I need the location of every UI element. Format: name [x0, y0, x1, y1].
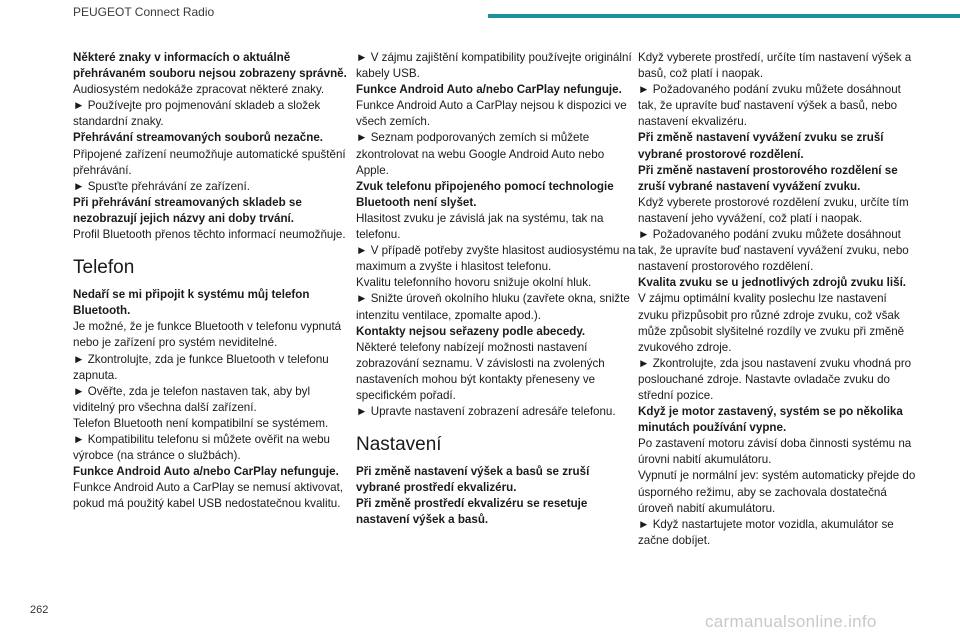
- question-heading: Kvalita zvuku se u jednotlivých zdrojů zvuku liší.: [638, 276, 907, 290]
- paragraph: Připojené zařízení neumožňuje automatické spuštění přehrávání.: [73, 147, 346, 177]
- paragraph: ► Když nastartujete motor vozidla, akumulátor se začne dobíjet.: [638, 517, 894, 547]
- paragraph: Některé telefony nabízejí možnosti nastavení zobrazování seznamu. V závislosti na zvolených nastaveních mohou být kontakty přeneseny ve specifickém pořadí.: [356, 340, 605, 402]
- paragraph: Vypnutí je normální jev: systém automaticky přejde do úsporného režimu, aby se zachovala dostatečná úroveň nabití akumulátoru.: [638, 469, 916, 515]
- question-heading: Při změně nastavení prostorového rozdělení se zruší vybrané nastavení vyvážení zvuku.: [638, 163, 898, 193]
- question-heading: Při přehrávání streamovaných skladeb se nezobrazují jejich názvy ani doby trvání.: [73, 195, 302, 225]
- watermark: carmanualsonline.info: [705, 612, 877, 631]
- header-accent-bar: [488, 14, 960, 18]
- page-header: [73, 0, 960, 30]
- page-number: 262: [30, 604, 49, 616]
- paragraph: ► Používejte pro pojmenování skladeb a složek standardní znaky.: [73, 99, 321, 129]
- paragraph: Je možné, že je funkce Bluetooth v telefonu vypnutá nebo je zařízení pro systém neviditelné.: [73, 320, 342, 350]
- paragraph: Když vyberete prostorové rozdělení zvuku, určíte tím nastavení jeho vyvážení, což platí i naopak.: [638, 195, 909, 225]
- paragraph: ► Zkontrolujte, zda je funkce Bluetooth v telefonu zapnuta.: [73, 352, 329, 382]
- column-3: [638, 50, 918, 549]
- question-heading: Při změně nastavení výšek a basů se zruší vybrané prostředí ekvalizéru.: [356, 465, 590, 495]
- question-heading: Některé znaky v informacích o aktuálně přehrávaném souboru nejsou zobrazeny správně.: [73, 51, 347, 81]
- question-heading: Když je motor zastavený, systém se po několika minutách používání vypne.: [638, 405, 903, 435]
- question-heading: Při změně nastavení vyvážení zvuku se zruší vybrané prostorové rozdělení.: [638, 131, 884, 161]
- paragraph: ► Požadovaného podání zvuku můžete dosáhnout tak, že upravíte buď nastavení výšek a basů, nebo nastavení ekvalizéru.: [638, 83, 901, 129]
- paragraph: V zájmu optimální kvality poslechu lze nastavení zvuku přizpůsobit pro různé zdroje zvuku, což však může způsobit slyšitelné rozdíly ve zvuku při změně zvukového zdroje.: [638, 292, 905, 354]
- section-heading: Telefon: [73, 257, 135, 279]
- column-1: [73, 50, 353, 512]
- paragraph: Profil Bluetooth přenos těchto informací neumožňuje.: [73, 228, 346, 242]
- paragraph: Hlasitost zvuku je závislá jak na systému, tak na telefonu.: [356, 211, 604, 242]
- column-2: [356, 50, 636, 529]
- header-title: PEUGEOT Connect Radio: [73, 5, 215, 19]
- question-heading: Přehrávání streamovaných souborů nezačne.: [73, 131, 324, 145]
- paragraph: ► Zkontrolujte, zda jsou nastavení zvuku vhodná pro poslouchané zdroje. Nastavte ovladače zvuku do střední pozice.: [638, 356, 912, 402]
- paragraph: Audiosystém nedokáže zpracovat některé znaky.: [73, 83, 325, 97]
- paragraph: ► Kompatibilitu telefonu si můžete ověřit na webu výrobce (na stránce o službách).: [73, 432, 331, 463]
- question-heading: Kontakty nejsou seřazeny podle abecedy.: [356, 324, 586, 338]
- question-heading: Nedaří se mi připojit k systému můj telefon Bluetooth.: [73, 288, 310, 318]
- question-heading: Funkce Android Auto a/nebo CarPlay nefunguje.: [73, 465, 339, 479]
- question-heading: Zvuk telefonu připojeného pomocí technologie Bluetooth není slyšet.: [356, 179, 614, 209]
- paragraph: ► Spusťte přehrávání ze zařízení.: [73, 179, 250, 193]
- paragraph: ► Seznam podporovaných zemích si můžete zkontrolovat na webu Google Android Auto nebo Apple.: [356, 131, 605, 177]
- question-heading: Funkce Android Auto a/nebo CarPlay nefunguje.: [356, 83, 622, 97]
- paragraph: ► Ověřte, zda je telefon nastaven tak, aby byl viditelný pro všechna další zařízení.: [73, 384, 311, 414]
- paragraph: Kvalitu telefonního hovoru snižuje okolní hluk.: [356, 276, 592, 290]
- paragraph: Když vyberete prostředí, určíte tím nastavení výšek a basů, což platí i naopak.: [638, 51, 912, 81]
- section-heading: Nastavení: [356, 434, 442, 456]
- paragraph: ► Upravte nastavení zobrazení adresáře telefonu.: [356, 405, 616, 419]
- paragraph: ► Snižte úroveň okolního hluku (zavřete okna, snižte intenzitu ventilace, zpomalte apod.).: [356, 292, 630, 322]
- paragraph: ► V zájmu zajištění kompatibility používejte originální kabely USB.: [356, 51, 632, 81]
- paragraph: ► V případě potřeby zvyšte hlasitost audiosystému na maximum a zvyšte i hlasitost telefonu.: [356, 244, 636, 274]
- paragraph: Funkce Android Auto a CarPlay nejsou k dispozici ve všech zemích.: [356, 99, 627, 129]
- paragraph: Telefon Bluetooth není kompatibilní se systémem.: [73, 416, 329, 430]
- question-heading: Při změně prostředí ekvalizéru se resetuje nastavení výšek a basů.: [356, 497, 588, 527]
- paragraph: Po zastavení motoru závisí doba činnosti systému na úrovni nabití akumulátoru.: [638, 437, 912, 467]
- paragraph: ► Požadovaného podání zvuku můžete dosáhnout tak, že upravíte buď nastavení vyvážení zvuku, nebo nastavení prostorového rozdělení.: [638, 228, 909, 274]
- paragraph: Funkce Android Auto a CarPlay se nemusí aktivovat, pokud má použitý kabel USB nedostatečnou kvalitu.: [73, 481, 344, 511]
